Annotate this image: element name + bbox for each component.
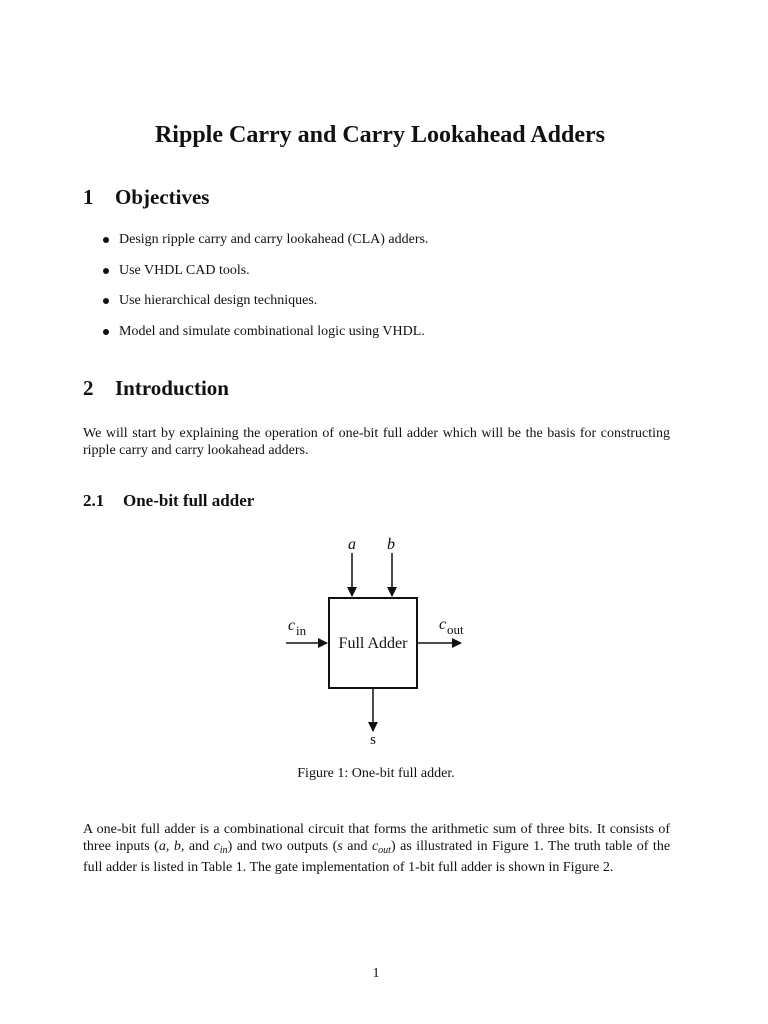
- page-title: Ripple Carry and Carry Lookahead Adders: [154, 122, 606, 148]
- figure-caption: Figure 1: One-bit full adder.: [297, 766, 455, 781]
- subsection-heading-full-adder: [83, 491, 254, 511]
- list-item-text: Use hierarchical design techniques.: [119, 293, 318, 308]
- math-a: a: [158, 839, 166, 854]
- text-run: ,: [165, 839, 174, 854]
- list-item-text: Use VHDL CAD tools.: [119, 262, 250, 278]
- sum-output-label: s: [370, 732, 376, 748]
- input-b-label: b: [387, 536, 395, 553]
- carry-out-label-sub: out: [447, 622, 464, 637]
- text-run: and: [342, 839, 372, 854]
- bullet-icon: [103, 298, 109, 304]
- section-heading-introduction: [83, 376, 229, 401]
- list-item: [103, 229, 428, 260]
- math-c-out-base: c: [371, 839, 379, 854]
- text-run: ) as illustrated in Figure 1. The truth table of the full adder is listed in Table 1. The gate implementation of 1-bit full adder is shown in Figure 2.: [83, 839, 671, 875]
- text-run: A one-bit full adder is a combinational circuit that forms the arithmetic sum of three bits. It consists of three inputs (: [83, 822, 670, 854]
- list-item-text: Design ripple carry and carry lookahead (CLA) adders.: [119, 232, 429, 247]
- section-number: 2: [83, 376, 94, 400]
- full-adder-paragraph: [83, 821, 670, 876]
- math-s: s: [337, 839, 343, 854]
- section-heading-objectives: [83, 185, 209, 210]
- math-c-in-base: c: [213, 839, 220, 854]
- math-c-in-sub: in: [219, 845, 228, 856]
- input-a-label: a: [348, 536, 356, 553]
- section-title: Objectives: [115, 185, 210, 209]
- full-adder-diagram: [280, 530, 480, 750]
- bullet-icon: [103, 268, 109, 274]
- subsection-number: 2.1: [83, 491, 105, 510]
- bullet-icon: [103, 329, 109, 335]
- carry-out-label-base: c: [439, 616, 447, 633]
- intro-paragraph: We will start by explaining the operation of one-bit full adder which will be the basis for constructing ripple carry and carry lookahead adders.: [83, 426, 670, 458]
- text-run: ) and two outputs (: [227, 839, 338, 854]
- bullet-icon: [103, 237, 109, 243]
- page-number: 1: [372, 966, 380, 981]
- full-adder-label: Full Adder: [338, 635, 408, 652]
- subsection-title: One-bit full adder: [123, 491, 255, 510]
- math-b: b: [173, 839, 181, 854]
- carry-in-label-sub: in: [296, 623, 307, 638]
- objectives-list: [103, 229, 428, 351]
- math-c-out-sub: out: [378, 845, 391, 856]
- list-item: [103, 321, 428, 352]
- list-item: [103, 260, 428, 291]
- section-title: Introduction: [115, 376, 229, 400]
- text-run: , and: [180, 839, 214, 854]
- list-item: [103, 290, 428, 321]
- section-number: 1: [83, 185, 94, 209]
- carry-in-label-base: c: [288, 617, 296, 634]
- list-item-text: Model and simulate combinational logic using VHDL.: [119, 323, 425, 339]
